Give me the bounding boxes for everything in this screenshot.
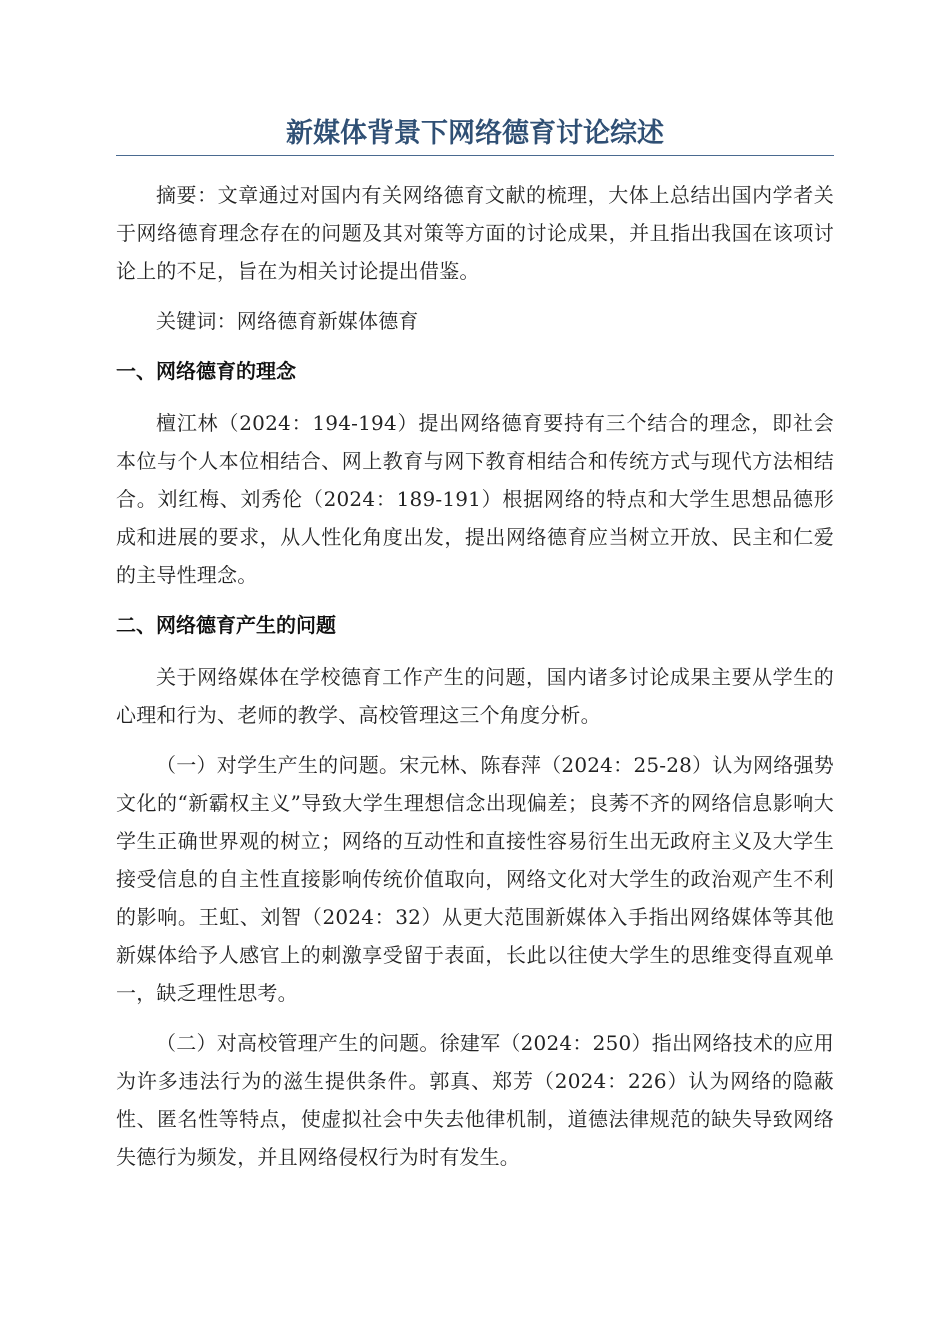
abstract-paragraph: 摘要：文章通过对国内有关网络德育文献的梳理，大体上总结出国内学者关于网络德育理念存在的问题及其对策等方面的讨论成果，并且指出我国在该项讨论上的不足，旨在为相关讨论提出借鉴。: [116, 183, 834, 283]
section2-intro-paragraph: 关于网络媒体在学校德育工作产生的问题，国内诸多讨论成果主要从学生的心理和行为、老师的教学、高校管理这三个角度分析。: [116, 665, 834, 727]
section2-management-paragraph: （二）对高校管理产生的问题。徐建军（2024：250）指出网络技术的应用为许多违法行为的滋生提供条件。郭真、郑芳（2024：226）认为网络的隐蔽性、匿名性等特点，使虚拟社会中失去他律机制，道德法律规范的缺失导致网络失德行为频发，并且网络侵权行为时有发生。: [116, 1031, 834, 1169]
document-title: 新媒体背景下网络德育讨论综述: [116, 116, 834, 156]
section-heading-concept: 一、网络德育的理念: [116, 359, 296, 383]
keywords-paragraph: 关键词：网络德育新媒体德育: [156, 309, 419, 333]
section-heading-problems: 二、网络德育产生的问题: [116, 613, 336, 637]
section1-paragraph: 檀江林（2024：194-194）提出网络德育要持有三个结合的理念，即社会本位与个人本位相结合、网上教育与网下教育相结合和传统方式与现代方法相结合。刘红梅、刘秀伦（2024：189-191）根据网络的特点和大学生思想品德形成和进展的要求，从人性化角度出发，提出网络德育应当树立开放、民主和仁爱的主导性理念。: [116, 411, 834, 587]
section2-students-paragraph: （一）对学生产生的问题。宋元林、陈春萍（2024：25-28）认为网络强势文化的“新霸权主义”导致大学生理想信念出现偏差；良莠不齐的网络信息影响大学生正确世界观的树立；网络的互动性和直接性容易衍生出无政府主义及大学生接受信息的自主性直接影响传统价值取向，网络文化对大学生的政治观产生不利的影响。王虹、刘智（2024：32）从更大范围新媒体入手指出网络媒体等其他新媒体给予人感官上的刺激享受留于表面，长此以往使大学生的思维变得直观单一，缺乏理性思考。: [116, 753, 834, 1005]
